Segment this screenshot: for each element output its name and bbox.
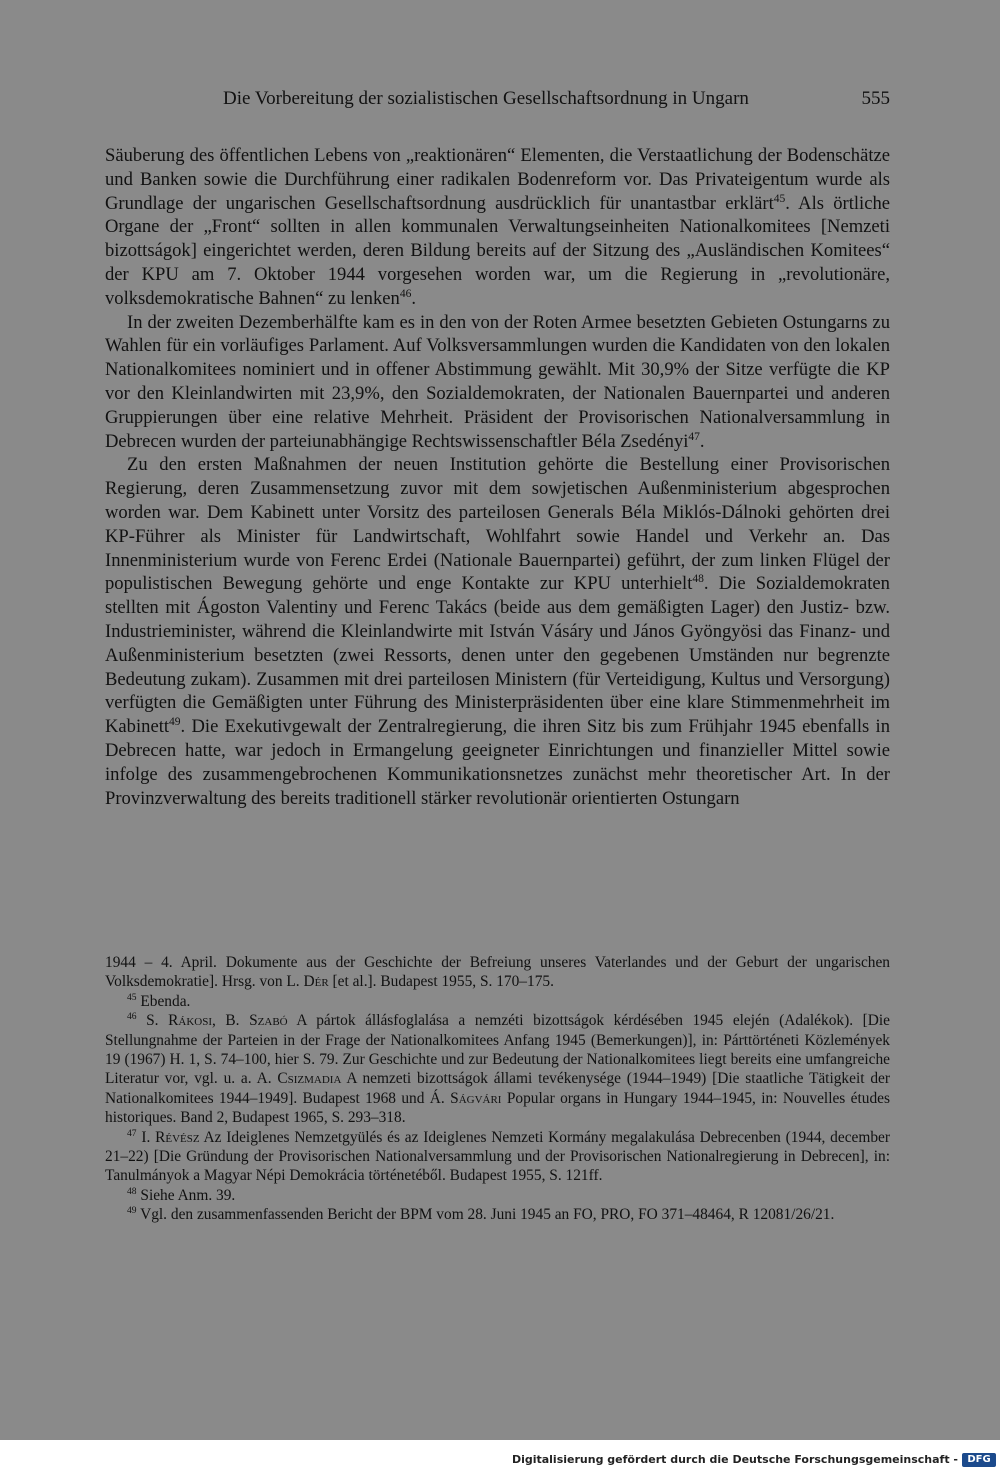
paragraph-1: Säuberung des öffentlichen Lebens von „reaktionären“ Elementen, die Verstaatlichung der Bodenschätze und Banken sowie die Durchführung einer radikalen Bodenreform vor. Das Privateigentum wurde als Grundlage der ungarischen Gesellschaftsordnung ausdrücklich für unantastbar erklärt$^{45}$. Als örtliche Organe der „Front“ sollten in allen kommunalen Verwaltungseinheiten Nationalkomitees [Nemzeti bizottságok] eingerichtet werden, deren Bildung bereits auf der Sitzung des „Ausländischen Komitees“ der KPU am 7. Oktober 1944 vorgesehen worden war, um die Regierung in „revolutionäre, volksdemokratische Bahnen“ zu lenken$^{46}$. [105, 145, 891, 309]
paragraph-2: In der zweiten Dezemberhälfte kam es in den von der Roten Armee besetzten Gebieten Ostungarns zu Wahlen für ein vorläufiges Parlament. Auf Volksversammlungen wurden die Kandidaten von den lokalen Nationalkomitees nominiert und in offener Abstimmung gewählt. Mit 30,9% der Sitze verfügte die KP vor den Kleinlandwirten mit 23,9%, den Sozialdemokraten, der Nationalen Bauernpartei und anderen Gruppierungen über eine relative Mehrheit. Präsident der Provisorischen Nationalversammlung in Debrecen wurden der parteiunabhängige Rechtswissenschaftler Béla Zsedényi$^{47}$. [105, 311, 890, 452]
digitization-footer [0, 1440, 1000, 1470]
footnote-ref-48[interactable]: 48 [692, 573, 704, 586]
footnote-ref-45[interactable]: 45 [773, 192, 786, 205]
footnote-46: $^{46}$ S. Rákosi, B. Szabó A pártok állásfoglalása a nemzéti bizottságok kérdésében 1945 elején (Adalékok). [Die Stellungnahme der Parteien in der Frage der Nationalkomitees Anfang 1945 (Bemerkungen)], in: Párttörténeti Közlemények 19 (1967) H. 1, S. 74–100, hier S. 79. Zur Geschichte und zur Bedeutung der Nationalkomitees liegt bereits eine umfangreiche Literatur vor, vgl. u. a. A. Csizmadia A nemzeti bizottságok állami tevékenysége (1944–1949) [Die staatliche Tätigkeit der Nationalkomitees 1944–1949]. Budapest 1968 und Á. Ságvári Popular organs in Hungary 1944–1945, in: Nouvelles études historiques. Band 2, Budapest 1965, S. 293–318. [105, 1011, 891, 1127]
footnotes [105, 953, 890, 1225]
page-number: 555 [861, 88, 890, 109]
footnote-47: $^{47}$ I. Révész Az Ideiglenes Nemzetgyülés és az Ideiglenes Nemzeti Kormány megalakulása Debrecenben (1944, december 21–22) [Die Gründung der Provisorischen Nationalversammlung und der Provisorischen Nationalregierung in Debrecen], in: Tanulmányok a Magyar Népi Demokrácia történetéből. Budapest 1955, S. 121ff. [105, 1127, 890, 1185]
footnote-49: $^{49}$ Vgl. den zusammenfassenden Bericht der BPM vom 28. Juni 1945 an FO, PRO, FO 371–48464, R 12081/26/21. [127, 1205, 835, 1224]
footnote-ref-49[interactable]: 49 [169, 715, 181, 728]
footnote-45: $^{45}$ Ebenda. [127, 991, 191, 1010]
footnote-ref-46[interactable]: 46 [399, 287, 412, 300]
funding-credit: Digitalisierung gefördert durch die Deutsche Forschungsgemeinschaft - [511, 1453, 958, 1466]
running-title: Die Vorbereitung der sozialistischen Gesellschaftsordnung in Ungarn [223, 88, 749, 109]
dfg-logo: DFG [962, 1453, 996, 1467]
footnote-ref-47[interactable]: 47 [688, 430, 700, 443]
footnote-continuation: 1944 – 4. April. Dokumente aus der Geschichte der Befreiung unseres Vaterlandes und der Geburt der ungarischen Volksdemokratie]. Hrsg. von L. Dér [et al.]. Budapest 1955, S. 170–175. [105, 954, 890, 991]
paragraph-3: Zu den ersten Maßnahmen der neuen Institution gehörte die Bestellung einer Provisorischen Regierung, deren Zusammensetzung zuvor mit dem sowjetischen Außenministerium abgesprochen worden war. Dem Kabinett unter Vorsitz des parteilosen Generals Béla Miklós-Dálnoki gehörten drei KP-Führer als Minister für Landwirtschaft, Wohlfahrt sowie Handel und Verkehr an. Das Innenministerium wurde von Ferenc Erdei (Nationale Bauernpartei) geführt, der zum linken Flügel der populistischen Bewegung gehörte und enge Kontakte zur KPU unterhielt$^{48}$. Die Sozialdemokraten stellten mit Ágoston Valentiny und Ferenc Takács (beide aus dem gemäßigten Lager) den Justiz- bzw. Industrieminister, während die Kleinlandwirte mit István Vásáry und János Gyöngyösi das Finanz- und Außenministerium besetzten (zwei Ressorts, denen unter den gegebenen Umständen nur begrenzte Bedeutung zukam). Zusammen mit drei parteilosen Ministern (für Verteidigung, Kultus und Versorgung) verfügten die Gemäßigten unter Führung des Ministerpräsidenten über eine klare Stimmenmehrheit im Kabinett$^{49}$. Die Exekutivgewalt der Zentralregierung, die ihren Sitz bis zum Frühjahr 1945 ebenfalls in Debrecen hatte, war jedoch in Ermangelung geeigneter Einrichtungen und finanzieller Mittel sowie infolge des zusammengebrochenen Kommunikationsnetzes zunächst mehr theoretischer Art. In der Provinzverwaltung des bereits traditionell stärker revolutionär orientierten Ostungarn [105, 454, 890, 809]
footnote-48: $^{48}$ Siehe Anm. 39. [127, 1185, 236, 1204]
main-text [105, 144, 890, 810]
